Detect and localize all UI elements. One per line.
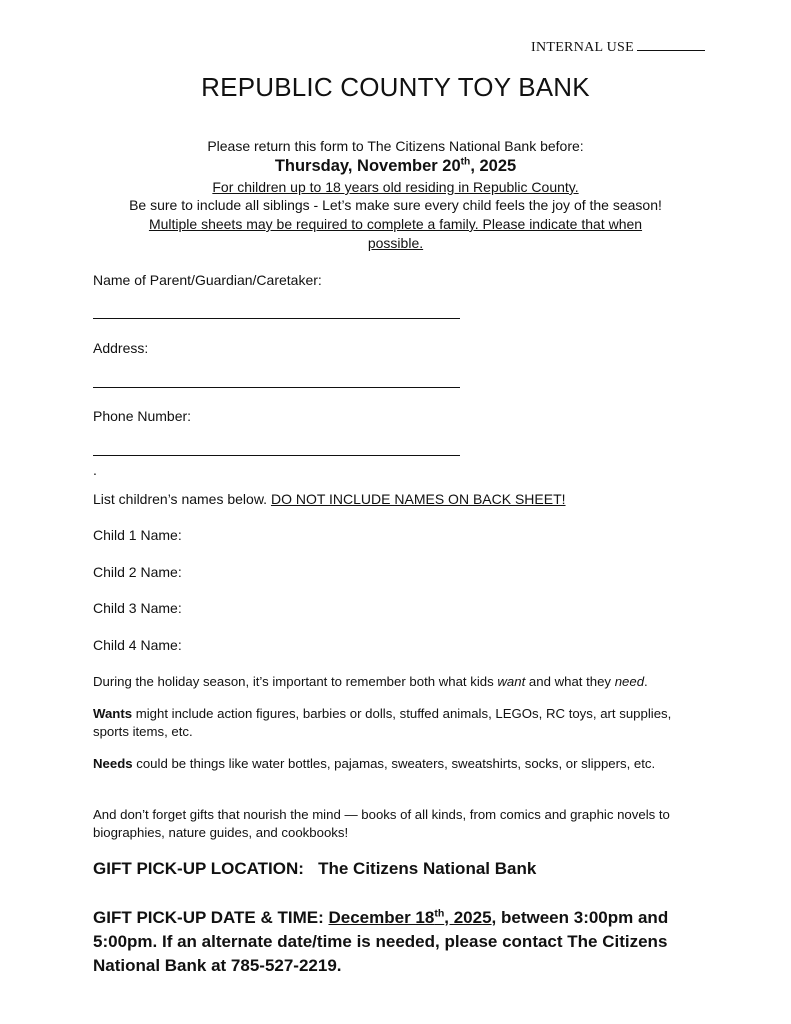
- multiple-sheets-note-line2: possible.: [367, 235, 424, 251]
- address-line[interactable]: [93, 387, 460, 388]
- children-intro-text: List children’s names below.: [93, 491, 268, 507]
- pickup-location: [93, 857, 733, 881]
- holiday-need: need: [614, 674, 645, 689]
- eligibility-note: For children up to 18 years old residing in Republic County.: [212, 179, 579, 195]
- multiple-sheets-note-line1: Multiple sheets may be required to complete a family. Please indicate that when: [148, 216, 643, 232]
- books-paragraph: And don’t forget gifts that nourish the mind — books of all kinds, from comics and graphic novels to biographies, nature guides, and cookbooks!: [93, 807, 670, 840]
- needs-text: could be things like water bottles, pajamas, sweaters, sweatshirts, socks, or slippers, etc.: [132, 756, 656, 771]
- internal-use-box: [531, 40, 705, 56]
- needs-label: Needs: [93, 756, 133, 771]
- wants-text: might include action figures, barbies or dolls, stuffed animals, LEGOs, RC toys, art supplies, sports items, etc.: [93, 706, 672, 739]
- return-instruction: Please return this form to The Citizens National Bank before:: [207, 138, 584, 154]
- parent-name-line[interactable]: [93, 318, 460, 319]
- holiday-text-mid: and what they: [525, 674, 615, 689]
- pickup-location-label: GIFT PICK-UP LOCATION:: [93, 859, 304, 878]
- needs-paragraph: [93, 755, 703, 773]
- pickup-location-value: The Citizens National Bank: [318, 859, 537, 878]
- internal-use-blank[interactable]: [637, 50, 705, 51]
- child-3-label: Child 3 Name:: [93, 600, 182, 616]
- holiday-text-end: .: [644, 674, 648, 689]
- child-4-label: Child 4 Name:: [93, 637, 182, 653]
- page-title: REPUBLIC COUNTY TOY BANK: [201, 72, 590, 102]
- pickup-date-day: December 18: [328, 908, 435, 927]
- address-label: Address:: [93, 340, 149, 356]
- deadline-year: , 2025: [470, 157, 517, 175]
- child-1-label: Child 1 Name:: [93, 527, 182, 543]
- pickup-datetime-rest: , between 3:00pm and 5:00pm. If an alternate date/time is needed, please contact The Citizens National Bank at 785-527-2219.: [93, 908, 669, 975]
- siblings-note: Be sure to include all siblings - Let’s make sure every child feels the joy of the season!: [129, 197, 662, 213]
- child-2-label: Child 2 Name:: [93, 564, 182, 580]
- deadline-weekday: Thursday, November 20: [274, 157, 461, 175]
- phone-line[interactable]: [93, 455, 460, 456]
- children-list-intro: [93, 491, 566, 507]
- wants-label: Wants: [93, 706, 133, 721]
- stray-mark: .: [93, 462, 97, 478]
- pickup-date-year: , 2025: [444, 908, 492, 927]
- back-sheet-warning: DO NOT INCLUDE NAMES ON BACK SHEET!: [270, 491, 566, 507]
- parent-name-label: Name of Parent/Guardian/Caretaker:: [93, 272, 322, 288]
- deadline-suffix: th: [460, 156, 471, 168]
- internal-use-label: INTERNAL USE: [530, 40, 634, 55]
- deadline-date: [0, 157, 791, 176]
- phone-label: Phone Number:: [93, 408, 192, 424]
- pickup-datetime: [93, 906, 703, 978]
- wants-paragraph: [93, 705, 703, 741]
- pickup-date-suffix: th: [434, 907, 445, 920]
- holiday-want: want: [497, 674, 526, 689]
- holiday-text-start: During the holiday season, it’s important to remember both what kids: [93, 674, 498, 689]
- pickup-date: [328, 908, 491, 927]
- holiday-paragraph: [93, 673, 733, 691]
- pickup-datetime-label: GIFT PICK-UP DATE & TIME:: [93, 908, 329, 927]
